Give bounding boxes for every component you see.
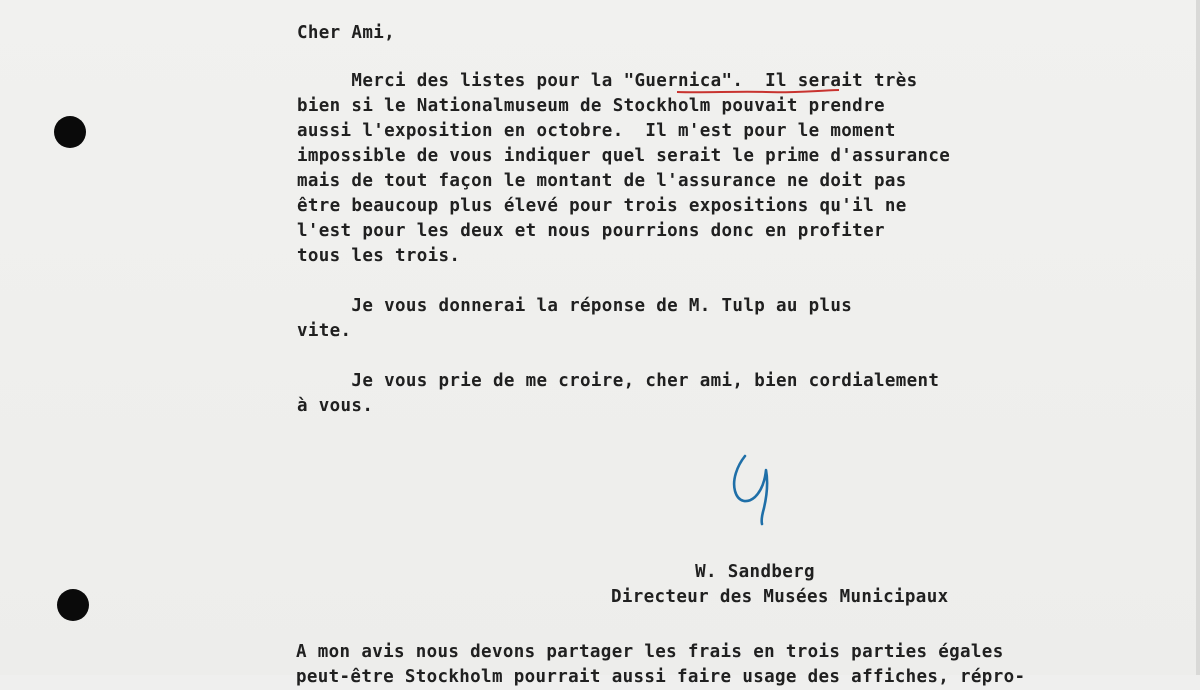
signature-title: Directeur des Musées Municipaux [611, 587, 949, 607]
postscript-line2: peut-être Stockholm pourrait aussi faire usage des affiches, répro- [296, 667, 1026, 687]
paragraph3-line2: à vous. [297, 396, 374, 416]
paragraph2-line1: Je vous donnerai la réponse de M. Tulp au plus [297, 296, 853, 316]
handwritten-signature-mark [728, 452, 780, 526]
paragraph1-line1: Merci des listes pour la "Guernica". Il serait très [297, 71, 918, 91]
paragraph1-line2: bien si le Nationalmuseum de Stockholm pouvait prendre [297, 96, 885, 116]
salutation: Cher Ami, [297, 23, 395, 43]
punch-hole-bottom [57, 589, 89, 621]
paragraph1-line6: être beaucoup plus élevé pour trois expositions qu'il ne [297, 196, 907, 216]
paragraph1-line8: tous les trois. [297, 246, 461, 266]
paragraph1-line3: aussi l'exposition en octobre. Il m'est pour le moment [297, 121, 896, 141]
page-edge [1196, 0, 1200, 675]
paragraph1-line4: impossible de vous indiquer quel serait le prime d'assurance [297, 146, 951, 166]
paragraph3-line1: Je vous prie de me croire, cher ami, bien cordialement [297, 371, 940, 391]
paragraph1-line7: l'est pour les deux et nous pourrions donc en profiter [297, 221, 885, 241]
paragraph2-line2: vite. [297, 321, 352, 341]
punch-hole-top [54, 116, 86, 148]
signature-name: W. Sandberg [695, 562, 815, 582]
postscript-line1: A mon avis nous devons partager les frais en trois parties égales [296, 642, 1004, 662]
paragraph1-line5: mais de tout façon le montant de l'assurance ne doit pas [297, 171, 907, 191]
red-underline-mark [676, 88, 840, 94]
